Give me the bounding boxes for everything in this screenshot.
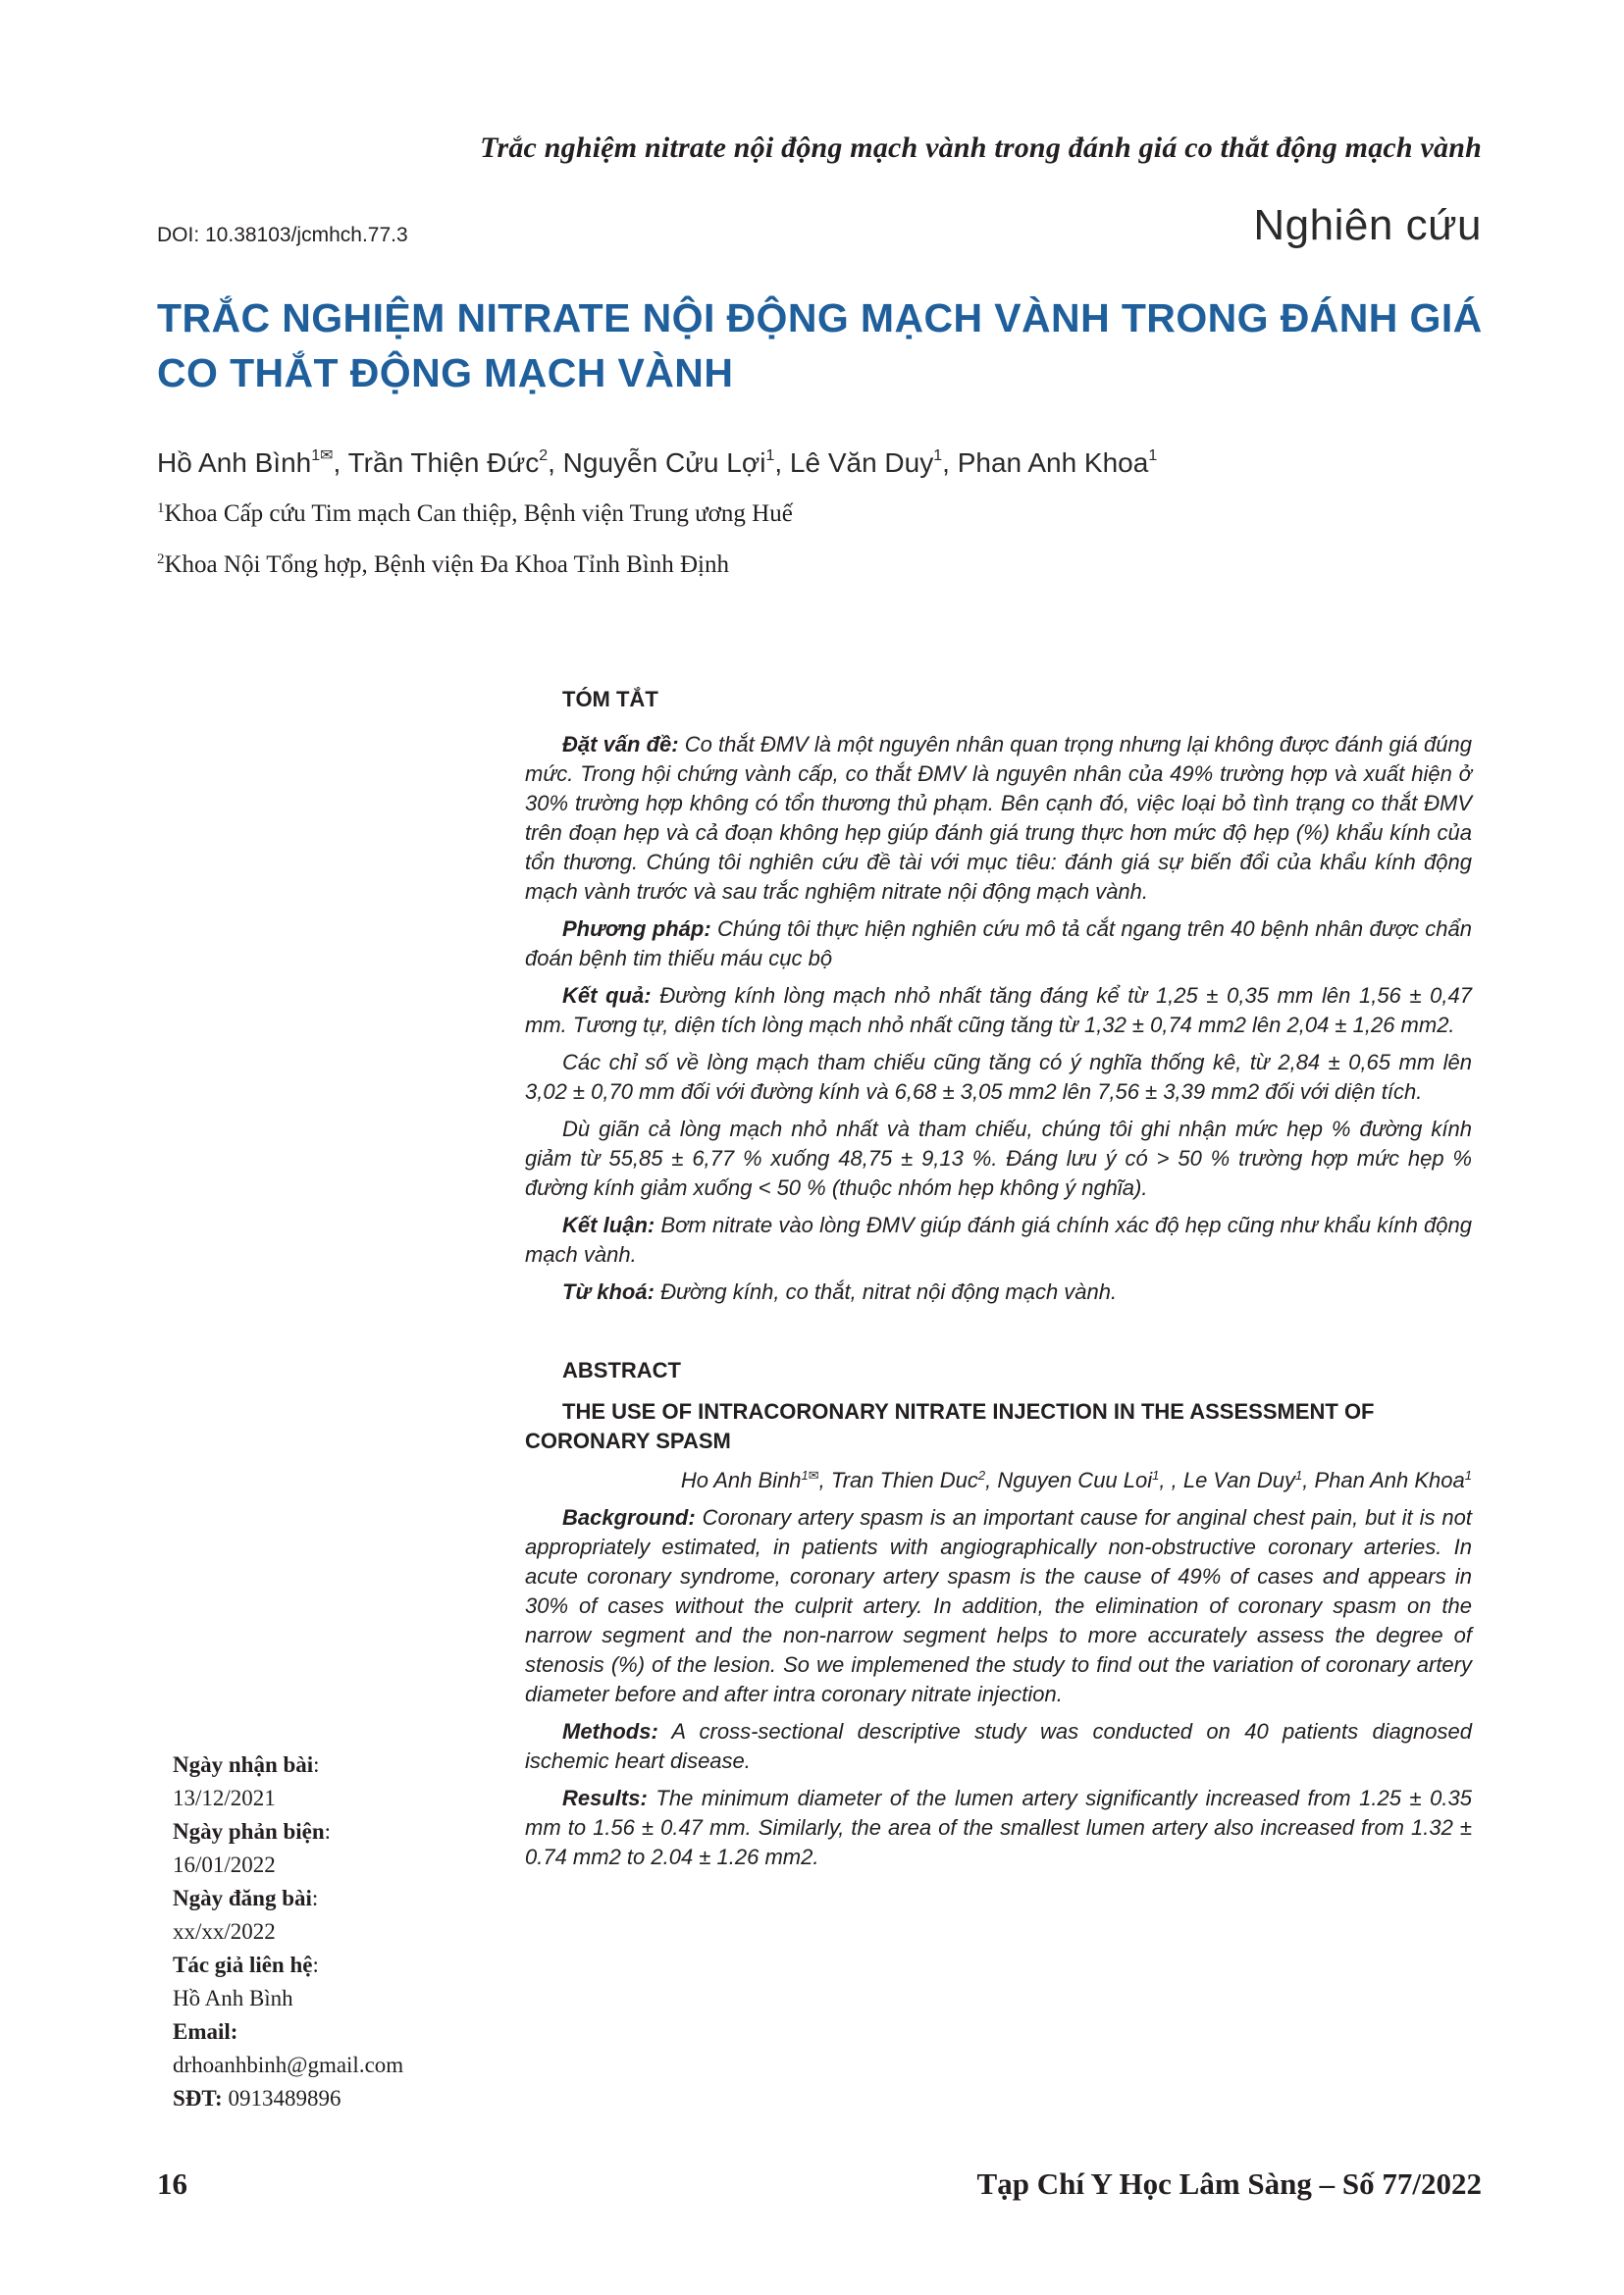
label-ket-qua: Kết quả:	[562, 983, 652, 1008]
page-number: 16	[157, 2166, 187, 2201]
author-affil-sup: 1	[933, 447, 943, 464]
text-dat-van-de: Co thắt ĐMV là một nguyên nhân quan trọng nhưng lại không được đánh giá đúng mức. Trong hội chứng vành cấp, co thắt ĐMV là nguyên nhân của 49% trường hợp và xuất hiện ở 30% trường hợp không có tổn thương thủ phạm. Bên cạnh đó, việc loại bỏ tình trạng co thắt ĐMV trên đoạn hẹp và cả đoạn không hẹp giúp đánh giá trung thực hơn mức độ hẹp (%) khẩu kính của tổn thương. Chúng tôi nghiên cứu đề tài với mục tiêu: đánh giá sự biến đổi của khẩu kính động mạch vành trước và sau trắc nghiệm nitrate nội động mạch vành.	[525, 732, 1472, 904]
affiliation-text: Khoa Nội Tổng hợp, Bệnh viện Đa Khoa Tỉnh Bình Định	[164, 551, 729, 578]
author-name: Ho Anh Binh	[680, 1468, 802, 1492]
abstract-heading: ABSTRACT	[562, 1358, 681, 1382]
contact-name: Hồ Anh Bình	[173, 1986, 293, 2010]
journal-footer: Tạp Chí Y Học Lâm Sàng – Số 77/2022	[976, 2166, 1482, 2201]
paragraph-dat-van-de	[525, 730, 1472, 907]
received-date: 13/12/2021	[173, 1786, 276, 1810]
author-name: Phan Anh Khoa	[957, 447, 1149, 478]
reviewed-row: Ngày phản biện:	[173, 1819, 332, 1844]
label-methods: Methods:	[562, 1719, 658, 1744]
text-tu-khoa: Đường kính, co thắt, nitrat nội động mạch vành.	[660, 1279, 1118, 1304]
contact-row: Tác giả liên hệ:	[173, 1953, 319, 1977]
author-affil-sup: 2	[539, 447, 549, 464]
author-affil-sup: 1	[1464, 1468, 1472, 1483]
author-name: Nguyen Cuu Loi	[997, 1468, 1153, 1492]
label-phuong-phap: Phương pháp:	[562, 916, 711, 941]
author-affil-sup: 1	[1148, 447, 1158, 464]
text-phuong-phap: Chúng tôi thực hiện nghiên cứu mô tả cắt ngang trên 40 bệnh nhân được chẩn đoán bệnh tim thiếu máu cục bộ	[525, 916, 1472, 970]
affiliation-text: Khoa Cấp cứu Tim mạch Can thiệp, Bệnh viện Trung ương Huế	[164, 500, 793, 527]
affiliation-number: 2	[157, 551, 165, 567]
email-label: Email	[173, 2019, 231, 2044]
running-header: Trắc nghiệm nitrate nội động mạch vành trong đánh giá co thắt động mạch vành	[480, 131, 1482, 164]
label-background: Background:	[562, 1505, 696, 1530]
abstract-column	[525, 687, 1472, 1872]
author-name: Lê Văn Duy	[789, 447, 934, 478]
phone-row: SĐT: 0913489896	[173, 2086, 341, 2111]
received-row: Ngày nhận bài:	[173, 1752, 320, 1777]
mail-icon: ✉	[320, 447, 334, 464]
text-ket-qua: Đường kính lòng mạch nhỏ nhất tăng đáng kể từ 1,25 ± 0,35 mm lên 1,56 ± 0,47 mm. Tương tự, diện tích lòng mạch nhỏ nhất cũng tăng từ 1,32 ± 0,74 mm2 lên 2,04 ± 1,26 mm2.	[525, 983, 1472, 1037]
paragraph-tham-chieu: Các chỉ số về lòng mạch tham chiếu cũng tăng có ý nghĩa thống kê, từ 2,84 ± 0,65 mm lên 3,02 ± 0,70 mm đối với đường kính và 6,68 ± 3,05 mm2 lên 7,56 ± 3,39 mm2 đối với diện tích.	[525, 1050, 1472, 1104]
paragraph-ket-qua	[525, 981, 1472, 1040]
label-dat-van-de: Đặt vấn đề:	[562, 732, 679, 756]
paragraph-tu-khoa	[525, 1278, 1472, 1307]
tomtat-heading: TÓM TẮT	[562, 687, 658, 711]
contact-label: Tác giả liên hệ	[173, 1953, 313, 1977]
author-affil-sup: 1	[801, 1468, 809, 1483]
author-affil-sup: 1	[1152, 1468, 1160, 1483]
label-ket-luan: Kết luận:	[562, 1213, 655, 1237]
email-row: Email:	[173, 2019, 238, 2044]
text-methods: A cross-sectional descriptive study was conducted on 40 patients diagnosed ischemic heart disease.	[525, 1719, 1472, 1773]
abstract-title: THE USE OF INTRACORONARY NITRATE INJECTION IN THE ASSESSMENT OF CORONARY SPASM	[525, 1399, 1375, 1453]
author-name: Phan Anh Khoa	[1314, 1468, 1465, 1492]
author-list: Hồ Anh Bình$^{1✉}$, Trần Thiện Đức$^2$, Nguyễn Cửu Lợi$^1$, Lê Văn Duy$^1$, Phan Anh Khoa$^1$	[157, 447, 1158, 478]
article-info-sidebar	[173, 1748, 497, 2115]
reviewed-date: 16/01/2022	[173, 1852, 276, 1877]
affiliation	[157, 551, 729, 579]
author-affil-sup: 1	[1294, 1468, 1303, 1483]
published-label: Ngày đăng bài	[173, 1886, 312, 1910]
author-name: Trần Thiện Đức	[347, 447, 540, 478]
affiliation-number: 1	[157, 500, 165, 516]
text-background: Coronary artery spasm is an important cause for anginal chest pain, but it is not appropriately estimated, in patients with angiographically non-obstructive coronary arteries. In acute coronary syndrome, coronary artery spasm is the cause of 49% of cases and appears in 30% of cases without the culprit artery. In addition, the elimination of coronary spasm on the narrow segment and the non-narrow segment helps to more accurately assess the degree of stenosis (%) of the lesion. So we implemened the study to find out the variation of coronary artery diameter before and after intra coronary nitrate injection.	[525, 1505, 1472, 1706]
author-name: Hồ Anh Bình	[157, 447, 312, 478]
abstract-authors: Ho Anh Binh$^{1✉}$, Tran Thien Duc$^2$, Nguyen Cuu Loi$^1$, , Le Van Duy$^1$, Phan Anh Khoa$^1$	[680, 1468, 1472, 1492]
email-address: drhoanhbinh@gmail.com	[173, 2053, 404, 2077]
section-label: Nghiên cứu	[1253, 201, 1482, 249]
mail-icon: ✉	[808, 1468, 819, 1483]
paragraph-ket-luan	[525, 1211, 1472, 1270]
phone-number: 0913489896	[228, 2086, 341, 2111]
doi: DOI: 10.38103/jcmhch.77.3	[157, 224, 408, 246]
author-affil-sup: 1	[311, 447, 321, 464]
author-affil-sup: 1	[765, 447, 775, 464]
paragraph-results	[525, 1784, 1472, 1872]
paragraph-phuong-phap	[525, 914, 1472, 973]
author-affil-sup: 2	[977, 1468, 986, 1483]
author-name: Nguyễn Cửu Lợi	[562, 447, 766, 478]
label-results: Results:	[562, 1786, 648, 1810]
received-label: Ngày nhận bài	[173, 1752, 314, 1777]
reviewed-label: Ngày phản biện	[173, 1819, 325, 1844]
paragraph-gian: Dù giãn cả lòng mạch nhỏ nhất và tham chiếu, chúng tôi ghi nhận mức hẹp % đường kính giảm từ 55,85 ± 6,77 % xuống 48,75 ± 9,13 %. Đáng lưu ý có > 50 % trường hợp mức hẹp % đường kính giảm xuống < 50 % (thuộc nhóm hẹp không ý nghĩa).	[525, 1117, 1472, 1200]
paragraph-methods	[525, 1717, 1472, 1776]
paragraph-background	[525, 1503, 1472, 1709]
phone-label: SĐT	[173, 2086, 216, 2111]
published-date: xx/xx/2022	[173, 1919, 276, 1944]
published-row: Ngày đăng bài:	[173, 1886, 319, 1910]
author-name: Le Van Duy	[1182, 1468, 1295, 1492]
text-ket-luan: Bơm nitrate vào lòng ĐMV giúp đánh giá chính xác độ hẹp cũng như khẩu kính động mạch vành.	[525, 1213, 1472, 1267]
label-tu-khoa: Từ khoá:	[562, 1279, 655, 1304]
article-title: TRẮC NGHIỆM NITRATE NỘI ĐỘNG MẠCH VÀNH TRONG ĐÁNH GIÁ CO THẮT ĐỘNG MẠCH VÀNH	[157, 295, 1483, 395]
text-results: The minimum diameter of the lumen artery significantly increased from 1.25 ± 0.35 mm to 1.56 ± 0.47 mm. Similarly, the area of the smallest lumen artery also increased from 1.32 ± 0.74 mm2 to 2.04 ± 1.26 mm2.	[525, 1786, 1472, 1869]
author-name: Tran Thien Duc	[830, 1468, 978, 1492]
affiliation	[157, 500, 793, 528]
